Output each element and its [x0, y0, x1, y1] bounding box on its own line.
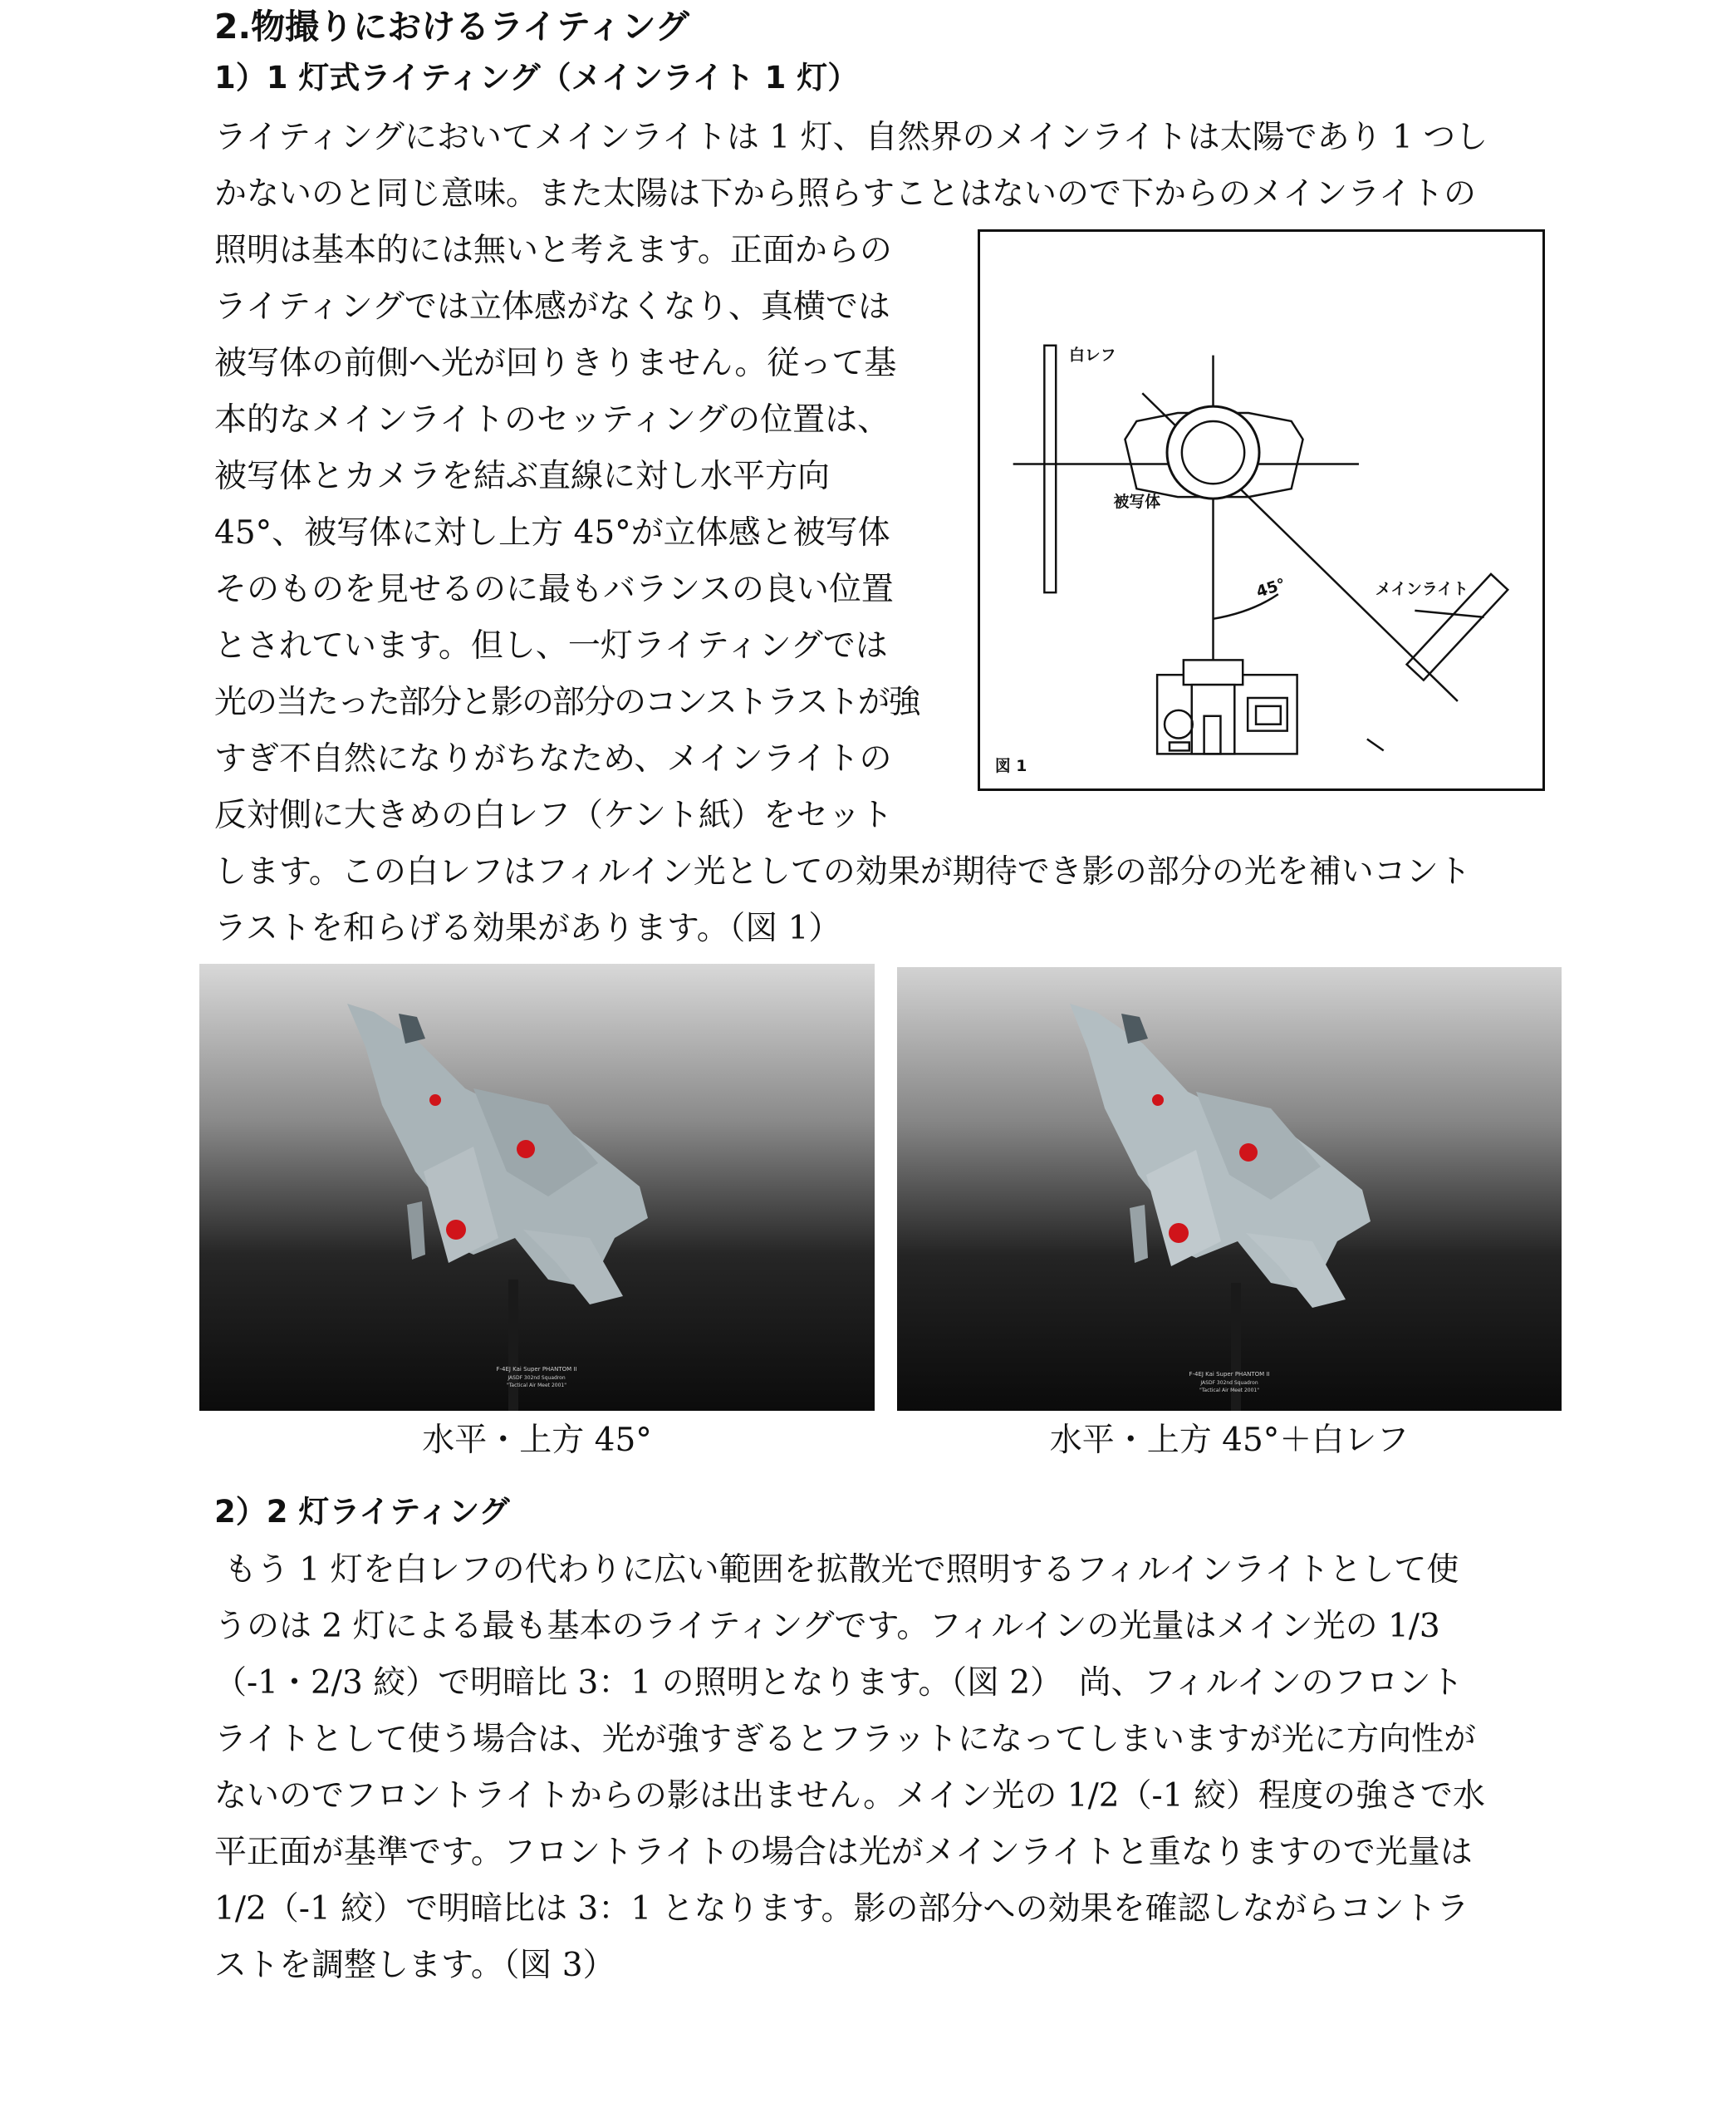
- para1-narrow-line-1: 照明は基本的には無いと考えます。正面からの: [214, 232, 892, 269]
- para1-narrow-line-11: 反対側に大きめの白レフ（ケント紙）をセット: [214, 797, 894, 834]
- subheading-one-light: 1）1 灯式ライティング（メインライト 1 灯）: [214, 60, 859, 96]
- para1-narrow-line-9: 光の当たった部分と影の部分のコンストラストが強: [214, 684, 919, 721]
- para1-narrow-line-10: すぎ不自然になりがちなため、メインライトの: [214, 740, 892, 778]
- photo-main-light-only: [199, 964, 875, 1411]
- para2-line-2: うのは 2 灯による最も基本のライティングです。フィルインの光量はメイン光の 1/3: [214, 1608, 1440, 1645]
- plate-2-line-1: F-4EJ Kai Super PHANTOM II: [1189, 1371, 1270, 1378]
- photo-2-caption: 水平・上方 45°＋白レフ: [1049, 1422, 1410, 1459]
- photo-main-light-with-reflector: [897, 967, 1562, 1411]
- para2-line-6: 平正面が基準です。フロントライトの場合は光がメインライトと重なりますので光量は: [214, 1834, 1473, 1871]
- subject-shape: [1125, 406, 1302, 499]
- plate-1-line-1: F-4EJ Kai Super PHANTOM II: [496, 1366, 577, 1373]
- para2-line-7: 1/2（-1 絞）で明暗比は 3：1 となります。影の部分への効果を確認しながらコントラ: [214, 1890, 1469, 1928]
- label-white-reflector: 白レフ: [1069, 346, 1116, 365]
- para1-line-1: ライティングにおいてメインライトは 1 灯、自然界のメインライトは太陽であり 1 つし: [214, 119, 1488, 156]
- para2-line-8: ストを調整します。（図 3）: [214, 1947, 615, 1984]
- para2-line-3: （-1・2/3 絞）で明暗比 3：1 の照明となります。（図 2） 尚、フィルインのフロント: [214, 1664, 1464, 1702]
- para1-end-line-2: ラストを和らげる効果があります。（図 1）: [214, 910, 841, 947]
- para1-narrow-line-2: ライティングでは立体感がなくなり、真横では: [214, 288, 890, 326]
- para1-narrow-line-5: 被写体とカメラを結ぶ直線に対し水平方向: [214, 458, 831, 495]
- para2-line-1: もう 1 灯を白レフの代わりに広い範囲を拡散光で照明するフィルインライトとして使: [224, 1551, 1459, 1589]
- label-figure-1: 図 1: [994, 758, 1027, 776]
- white-reflector-shape: [1044, 346, 1056, 592]
- para2-line-4: ライトとして使う場合は、光が強すぎるとフラットになってしまいますが光に方向性が: [214, 1721, 1477, 1758]
- section-heading: 2.物撮りにおけるライティング: [214, 7, 689, 47]
- plate-1-line-3: "Tactical Air Meet 2001": [507, 1383, 566, 1388]
- subheading-two-light: 2）2 灯ライティング: [214, 1494, 510, 1530]
- para1-narrow-line-7: そのものを見せるのに最もバランスの良い位置: [214, 571, 894, 608]
- figure-1-diagram: [978, 229, 1545, 791]
- para1-narrow-line-3: 被写体の前側へ光が回りきりません。従って基: [214, 345, 897, 382]
- camera-shape: [1157, 660, 1297, 754]
- label-subject: 被写体: [1113, 494, 1161, 512]
- para1-narrow-line-8: とされています。但し、一灯ライティングでは: [214, 627, 888, 665]
- para1-narrow-line-6: 45°、被写体に対し上方 45°が立体感と被写体: [214, 514, 890, 552]
- plate-1-line-2: JASDF 302nd Squadron: [508, 1375, 566, 1381]
- para2-line-5: ないのでフロントライトからの影は出ません。メイン光の 1/2（-1 絞）程度の強さで水: [214, 1777, 1485, 1815]
- para1-end-line-1: します。この白レフはフィルイン光としての効果が期待でき影の部分の光を補いコント: [214, 853, 1471, 891]
- plate-2-line-2: JASDF 302nd Squadron: [1200, 1380, 1258, 1386]
- label-main-light: メインライト: [1375, 581, 1469, 599]
- para1-line-2: かないのと同じ意味。また太陽は下から照らすことはないので下からのメインライトの: [214, 175, 1477, 213]
- label-angle: 45°: [1254, 575, 1288, 602]
- para1-narrow-line-4: 本的なメインライトのセッティングの位置は、: [214, 401, 890, 439]
- main-light-shape: [1367, 574, 1508, 750]
- plate-2-line-3: "Tactical Air Meet 2001": [1199, 1388, 1259, 1393]
- photo-1-caption: 水平・上方 45°: [422, 1422, 652, 1459]
